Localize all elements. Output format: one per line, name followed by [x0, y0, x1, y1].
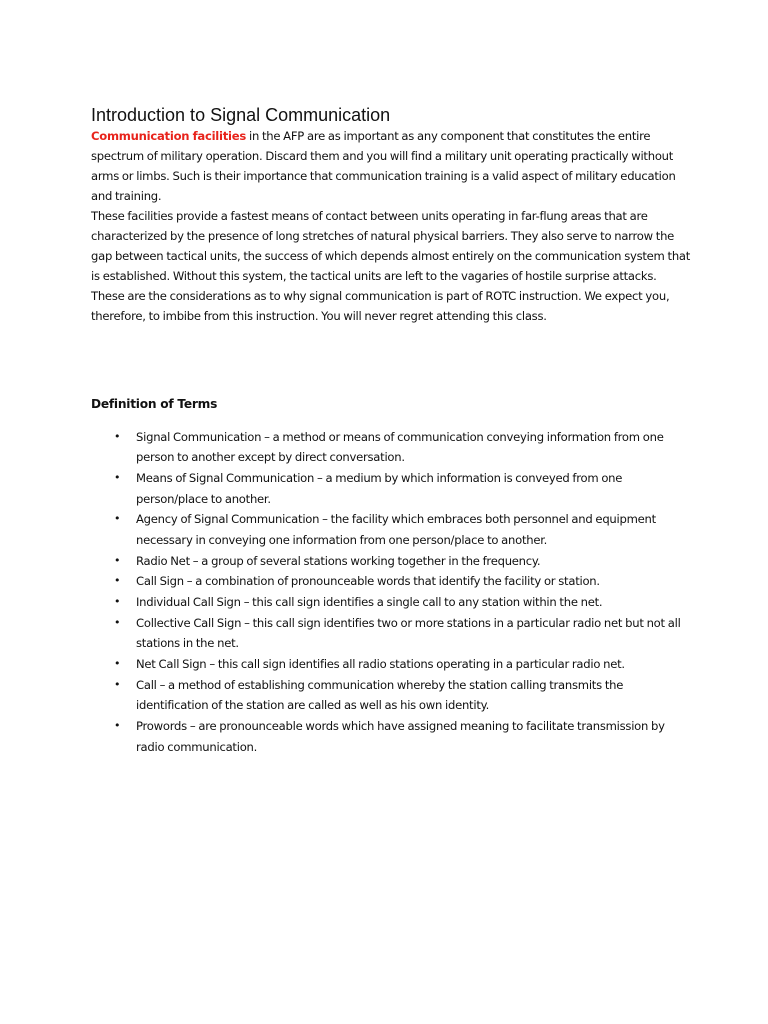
term-item [91, 551, 691, 571]
term-text: Signal Communication – a method or means of communication conveying information from one person to another except by direct conversation. [136, 430, 664, 465]
terms-list [91, 427, 691, 757]
term-item [91, 468, 691, 509]
term-text: Net Call Sign – this call sign identifies all radio stations operating in a particular radio net. [136, 657, 625, 672]
bullet-icon: • [114, 471, 121, 485]
term-text: Collective Call Sign – this call sign identifies two or more stations in a particular radio net but not all stations in the net. [136, 616, 681, 651]
term-text: Individual Call Sign – this call sign identifies a single call to any station within the net. [136, 595, 603, 610]
bullet-icon: • [114, 430, 121, 443]
term-item [91, 592, 691, 612]
term-text: Radio Net – a group of several stations working together in the frequency. [136, 553, 541, 568]
term-text: Means of Signal Communication – a medium by which information is conveyed from one person/place to another. [136, 471, 623, 506]
bullet-icon: • [114, 678, 121, 691]
intro-paragraph-1 [91, 126, 691, 206]
term-text: Agency of Signal Communication – the facility which embraces both personnel and equipment necessary in conveying one information from one person/place to another. [136, 512, 656, 547]
bullet-icon: • [114, 719, 121, 733]
section-heading-definitions: Definition of Terms [91, 397, 218, 411]
term-item [91, 427, 691, 468]
term-item [91, 654, 691, 674]
page-title: Introduction to Signal Communication [91, 105, 391, 125]
intro-section [91, 126, 691, 326]
bullet-icon: • [114, 657, 121, 671]
term-text: Call – a method of establishing communication whereby the station calling transmits the identification of the station are called as well as his own identity. [136, 678, 624, 713]
term-item [91, 716, 691, 757]
bullet-icon: • [114, 616, 121, 629]
intro-paragraph-1-text: in the AFP are as important as any component that constitutes the entire spectrum of military operation. Discard them and you will find a military unit operating practically without arms or limbs. Such is their importance that communication training is a valid aspect of military education and training. [91, 129, 676, 203]
term-text: Call Sign – a combination of pronounceable words that identify the facility or station. [136, 574, 600, 589]
term-text: Prowords – are pronounceable words which have assigned meaning to facilitate transmission by radio communication. [136, 719, 665, 754]
bullet-icon: • [114, 574, 121, 588]
term-item [91, 571, 691, 591]
bullet-icon: • [114, 512, 121, 526]
bullet-icon: • [114, 595, 121, 609]
term-item [91, 675, 691, 716]
bullet-icon: • [114, 553, 121, 567]
term-item [91, 613, 691, 654]
term-item [91, 509, 691, 550]
intro-paragraph-2: These facilities provide a fastest means of contact between units operating in far-flung areas that are characterized by the presence of long stretches of natural physical barriers. They also serve to narrow the gap between tactical units, the success of which depends almost entirely on the communication system that is established. Without this system, the tactical units are left to the vagaries of hostile surprise attacks. These are the considerations as to why signal communication is part of ROTC instruction. We expect you, therefore, to imbibe from this instruction. You will never regret attending this class. [91, 209, 691, 323]
highlighted-term: Communication facilities [91, 129, 247, 143]
